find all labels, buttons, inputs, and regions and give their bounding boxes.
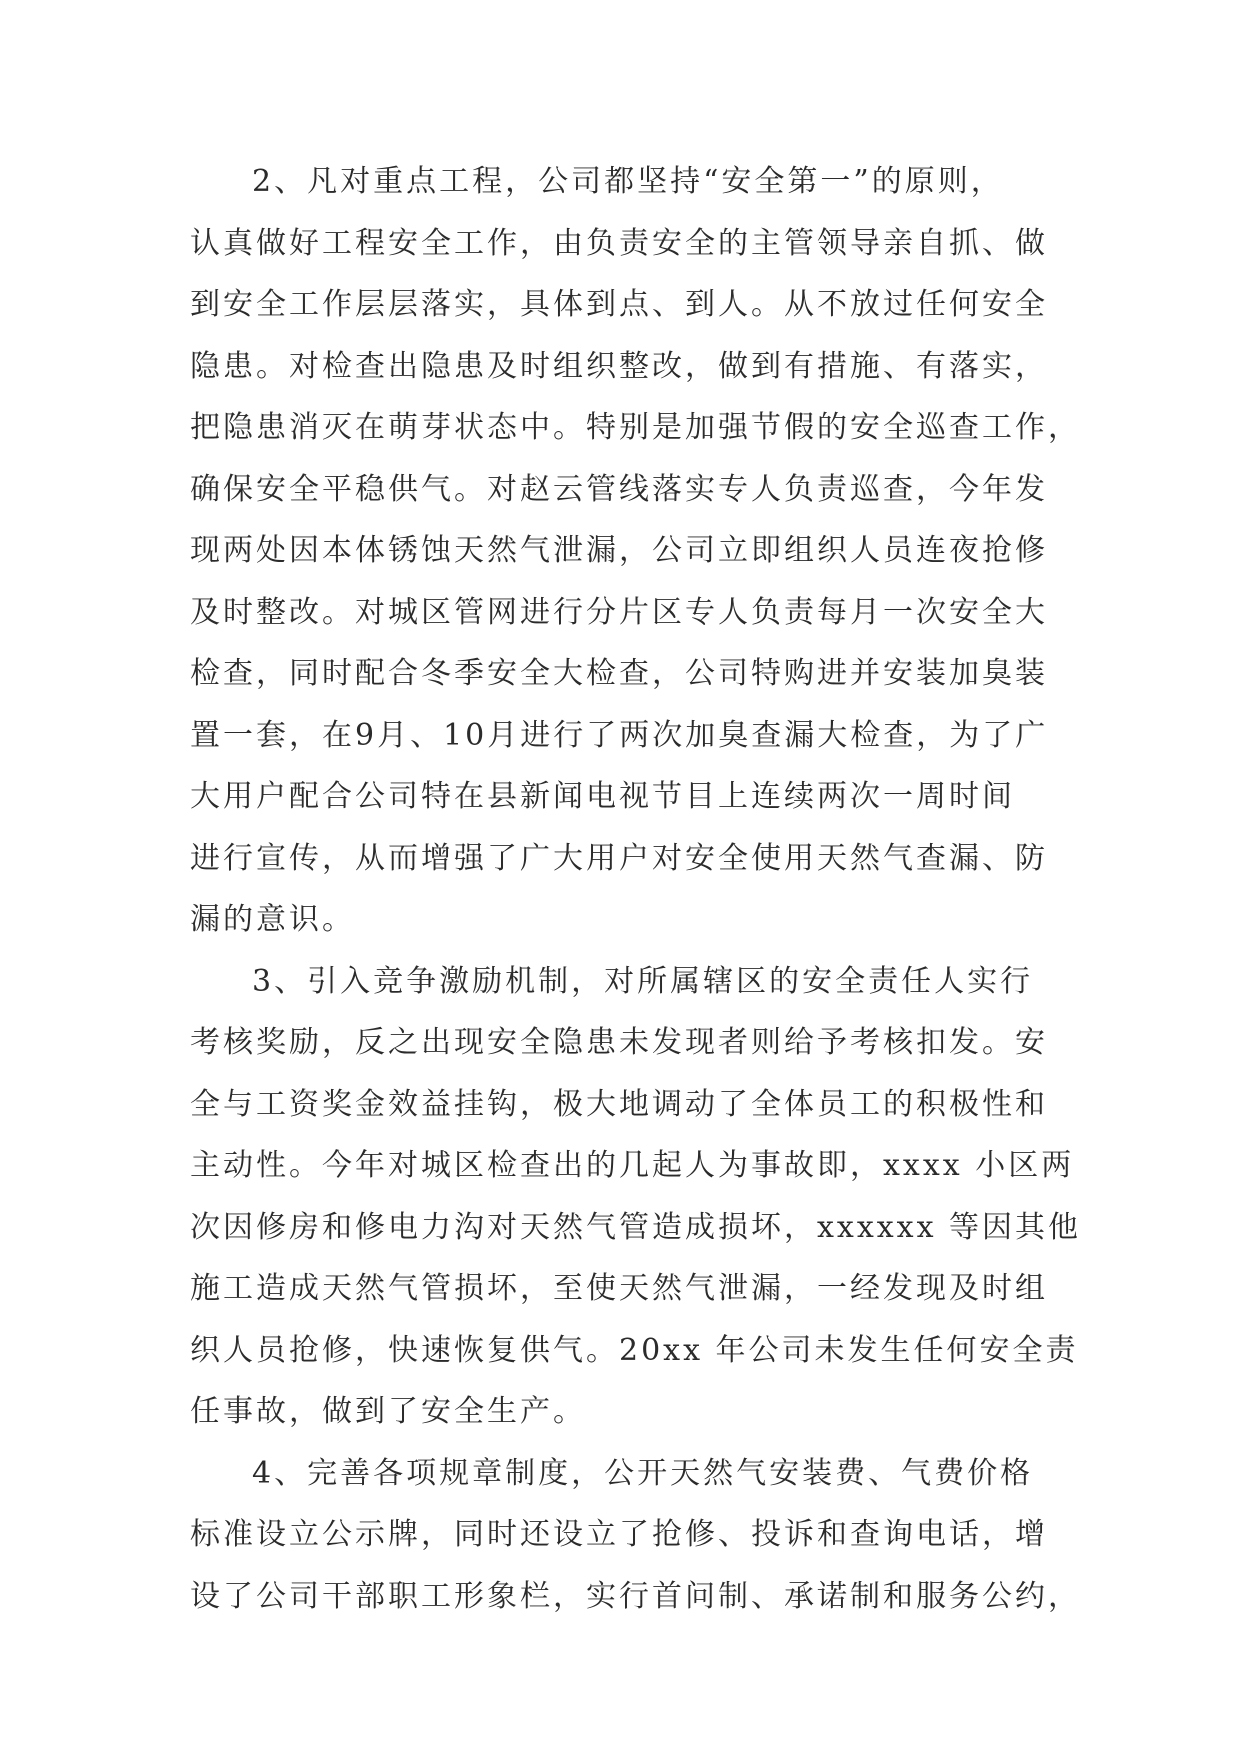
text-line: 置一套，在9月、10月进行了两次加臭查漏大检查，为了广 xyxy=(190,717,1049,753)
text-line: 全与工资奖金效益挂钩，极大地调动了全体员工的积极性和 xyxy=(190,1086,1048,1122)
paragraph-2 xyxy=(190,162,1081,962)
text-line: 检查，同时配合冬季安全大检查，公司特购进并安装加臭装 xyxy=(190,656,1048,691)
text-line: 4、完善各项规章制度，公开天然气安装费、气费价格 xyxy=(252,1455,1034,1491)
text-line: 漏的意识。 xyxy=(190,902,355,937)
text-line: 大用户配合公司特在县新闻电视节目上连续两次一周时间 xyxy=(190,779,1015,814)
paragraph-3 xyxy=(190,962,1082,1454)
text-line: 任事故，做到了安全生产。 xyxy=(190,1394,586,1429)
text-line: 到安全工作层层落实，具体到点、到人。从不放过任何安全 xyxy=(190,287,1048,322)
text-line: 及时整改。对城区管网进行分片区专人负责每月一次安全大 xyxy=(190,594,1048,630)
text-line: 把隐患消灭在萌芽状态中。特别是加强节假的安全巡查工作， xyxy=(190,410,1081,445)
text-line: 设了公司干部职工形象栏，实行首问制、承诺制和服务公约， xyxy=(190,1578,1081,1614)
text-line: 次因修房和修电力沟对天然气管造成损坏，xxxxxx 等因其他 xyxy=(190,1209,1082,1245)
text-line: 认真做好工程安全工作，由负责安全的主管领导亲自抓、做 xyxy=(190,225,1048,261)
document-body xyxy=(190,162,1082,1638)
text-line: 主动性。今年对城区检查出的几起人为事故即，xxxx 小区两 xyxy=(190,1148,1075,1183)
text-line: 隐患。对检查出隐患及时组织整改，做到有措施、有落实， xyxy=(190,348,1048,384)
text-line: 现两处因本体锈蚀天然气泄漏，公司立即组织人员连夜抢修 xyxy=(190,533,1048,568)
text-line: 进行宣传，从而增强了广大用户对安全使用天然气查漏、防 xyxy=(190,840,1048,876)
text-line: 施工造成天然气管损坏，至使天然气泄漏，一经发现及时组 xyxy=(190,1271,1048,1306)
text-line: 确保安全平稳供气。对赵云管线落实专人负责巡查，今年发 xyxy=(190,471,1048,507)
text-line: 考核奖励，反之出现安全隐患未发现者则给予考核扣发。安 xyxy=(190,1025,1048,1060)
text-line: 3、引入竞争激励机制，对所属辖区的安全责任人实行 xyxy=(252,963,1034,999)
text-line: 标准设立公示牌，同时还设立了抢修、投诉和查询电话，增 xyxy=(190,1517,1048,1552)
text-line: 织人员抢修，快速恢复供气。20xx 年公司未发生任何安全责 xyxy=(190,1332,1079,1368)
paragraph-4 xyxy=(190,1454,1081,1639)
text-line: 2、凡对重点工程，公司都坚持“安全第一”的原则， xyxy=(252,164,1004,199)
